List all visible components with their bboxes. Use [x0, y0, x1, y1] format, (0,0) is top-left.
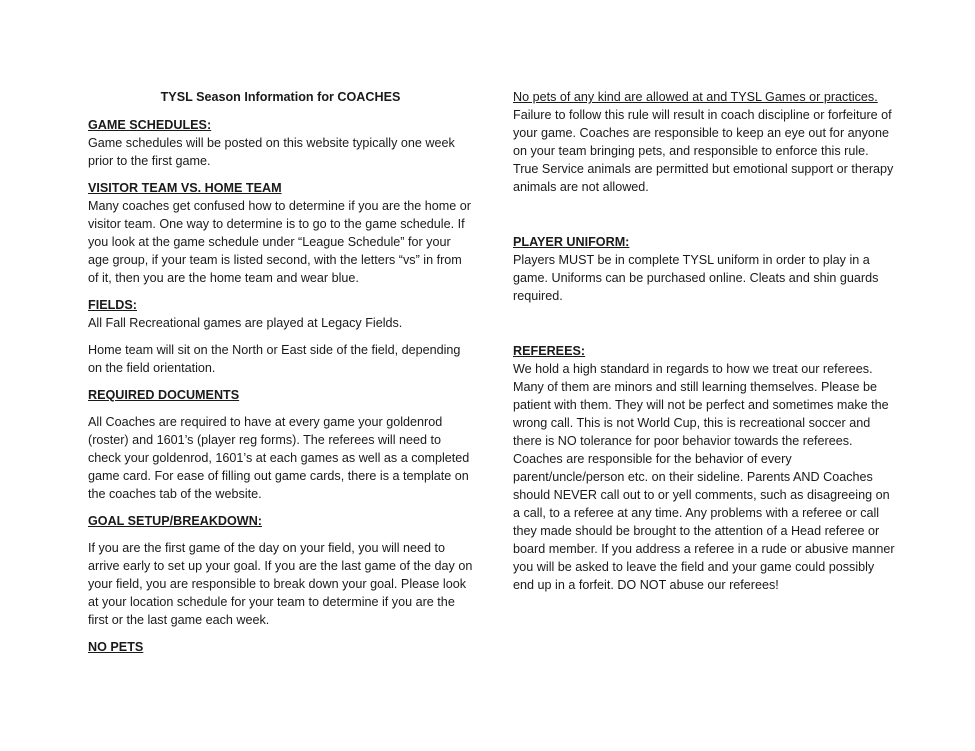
text-fields-1: All Fall Recreational games are played at Legacy Fields. [88, 316, 403, 330]
heading-no-pets-rule: No pets of any kind are allowed at and TYSL Games or practices. [513, 90, 878, 104]
left-column [88, 88, 473, 656]
text-referees: We hold a high standard in regards to how we treat our referees. Many of them are minors and still learning themselves. Please be patient with them. They will not be perfect and sometimes make the wrong call. This is not World Cup, this is recreational soccer and there is NO tolerance for poor behavior towards the referees. Coaches are responsible for the behavior of every parent/uncle/person etc. on their sideline. Parents AND Coaches should NEVER call out to or yell comments, such as disagreeing on a call, to a referee at any time. Any problems with a referee or call they made should be brought to the attention of a Head referee or board member. If you address a referee in a rude or abusive manner you will be asked to leave the field and your game could possibly end up in a forfeit. DO NOT abuse our referees! [513, 362, 895, 592]
text-required-documents: All Coaches are required to have at every game your goldenrod (roster) and 1601’s (player reg forms). The referees will need to check your goldenrod, 1601’s at each games as well as a completed game card. For ease of filling out game cards, there is a template on the coaches tab of the website. [88, 415, 470, 501]
heading-fields: FIELDS: [88, 298, 137, 312]
text-player-uniform: Players MUST be in complete TYSL uniform in order to play in a game. Uniforms can be purchased online. Cleats and shin guards required. [513, 253, 879, 303]
text-game-schedules: Game schedules will be posted on this website typically one week prior to the first game. [88, 136, 455, 168]
heading-player-uniform: PLAYER UNIFORM: [513, 235, 630, 249]
text-no-pets-rule: Failure to follow this rule will result in coach discipline or forfeiture of your game. Coaches are responsible to keep an eye out for anyone on your team bringing pets, and responsible to enforce this rule. True Service animals are permitted but emotional support or therapy animals are not allowed. [513, 108, 894, 194]
heading-goal-setup: GOAL SETUP/BREAKDOWN: [88, 514, 262, 528]
text-visitor-home: Many coaches get confused how to determine if you are the home or visitor team. One way to determine is to go to the game schedule. If you look at the game schedule under “League Schedule” for your age group, if your team is listed second, with the letters “vs” in from of it, then you are the home team and wear blue. [88, 199, 471, 285]
right-column [513, 88, 895, 594]
heading-visitor-home: VISITOR TEAM VS. HOME TEAM [88, 181, 282, 195]
text-fields-2: Home team will sit on the North or East side of the field, depending on the field orientation. [88, 343, 461, 375]
heading-game-schedules: GAME SCHEDULES: [88, 118, 212, 132]
heading-required-documents: REQUIRED DOCUMENTS [88, 388, 240, 402]
page-title: TYSL Season Information for COACHES [160, 90, 401, 104]
heading-referees: REFEREES: [513, 344, 586, 358]
text-goal-setup: If you are the first game of the day on your field, you will need to arrive early to set up your goal. If you are the last game of the day on your field, you are responsible to break down your goal. Please look at your location schedule for your team to determine if you are the first or the last game each week. [88, 541, 473, 627]
heading-no-pets: NO PETS [88, 640, 144, 654]
